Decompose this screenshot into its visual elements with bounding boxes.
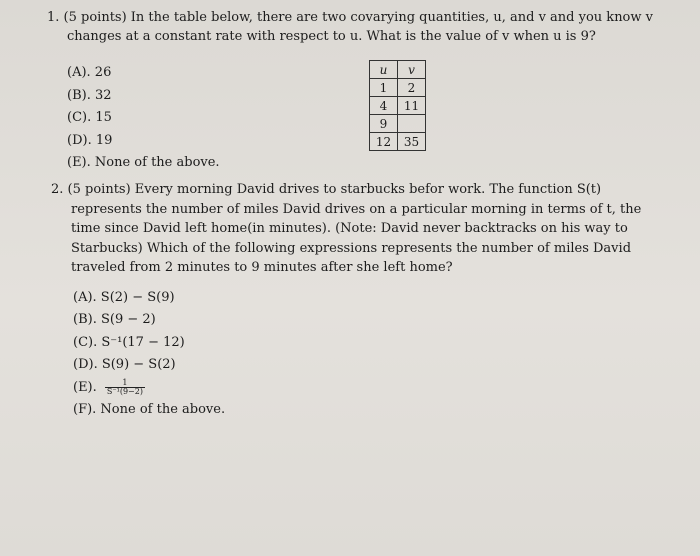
table-cell: 12 xyxy=(370,133,398,151)
choice-f: (F). None of the above. xyxy=(73,402,226,418)
fraction xyxy=(105,379,145,396)
choice-a: (A). 26 xyxy=(67,65,112,80)
table-row xyxy=(370,79,426,97)
table-cell: 9 xyxy=(370,115,398,133)
choice-d: (D). 19 xyxy=(67,132,113,148)
question-2-text: 2. (5 points) Every morning David drives to starbucks befor work. The function S(t) represents the number of miles David drives on a particular morning in terms of t, the time since David left home(in minutes). (Note: David never backtracks on his way to Starbucks) Which of the following expressions represents the number of miles David traveled from 2 minutes to 9 minutes after she left home? xyxy=(51,182,642,275)
table-header-v: v xyxy=(398,61,426,79)
question-1-choices xyxy=(67,62,220,175)
table-header-u: u xyxy=(370,61,398,79)
table-cell: 4 xyxy=(370,97,398,115)
choice-c: (C). S⁻¹(17 − 12) xyxy=(73,334,185,350)
table-header-row xyxy=(370,61,426,79)
question-2 xyxy=(51,180,663,278)
table-cell: 2 xyxy=(398,79,426,97)
table-row xyxy=(370,133,426,151)
table-row xyxy=(370,115,426,133)
question-1-text: 1. (5 points) In the table below, there are two covarying quantities, u, and v and you know v changes at a constant rate with respect to u. What is the value of v when u is 9? xyxy=(47,10,653,44)
fraction-denominator: S⁻¹(9−2) xyxy=(106,386,143,396)
fraction-numerator: 1 xyxy=(105,379,145,388)
table-cell: 1 xyxy=(370,79,398,97)
table-cell: 35 xyxy=(398,133,426,151)
choice-b: (B). 32 xyxy=(67,87,112,103)
question-2-choices xyxy=(73,287,225,421)
choice-b: (B). S(9 − 2) xyxy=(73,312,156,328)
choice-c: (C). 15 xyxy=(67,110,112,125)
uv-table xyxy=(369,60,426,151)
choice-e xyxy=(73,377,225,399)
choice-e: (E). None of the above. xyxy=(67,155,220,170)
choice-a: (A). S(2) − S(9) xyxy=(73,290,175,305)
table-cell xyxy=(398,115,426,133)
question-1 xyxy=(47,8,672,46)
table-row xyxy=(370,97,426,115)
choice-e-label: (E). xyxy=(73,379,97,395)
choice-d: (D). S(9) − S(2) xyxy=(73,357,176,373)
table-cell: 11 xyxy=(398,97,426,115)
